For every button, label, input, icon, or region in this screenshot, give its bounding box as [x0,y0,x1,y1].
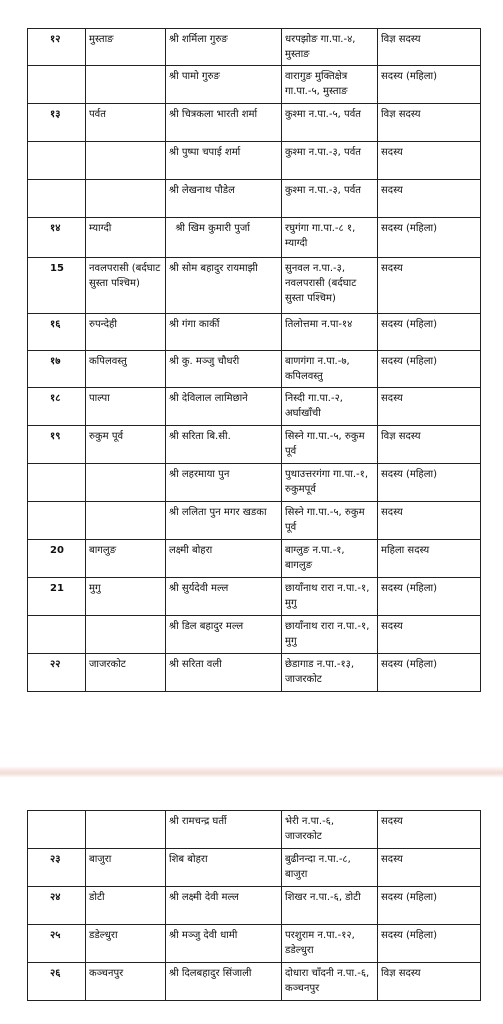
page-gap-shadow [0,766,503,778]
member-name-cell: श्री लक्ष्मी देवी मल्ल [166,887,282,925]
address-cell: भेरी न.पा.-६, जाजरकोट [282,811,378,849]
address-cell: कुश्मा न.पा.-३, पर्वत [282,180,378,218]
table-row [28,142,481,180]
position-cell: महिला सदस्य [378,540,481,578]
serial-number-cell [28,464,86,502]
member-name-cell: श्री ललिता पुन मगर खडका [166,502,282,540]
member-name-cell: श्री पामो गुरुङ [166,66,282,104]
member-name-cell: श्री लहरमाया पुन [166,464,282,502]
member-name-cell: श्री सोम बहादुर रायमाझी [166,258,282,314]
district-cell: बाजुरा [86,849,166,887]
serial-number-cell: २५ [28,925,86,963]
table-row [28,540,481,578]
serial-number-cell [28,180,86,218]
serial-number-cell [28,811,86,849]
serial-number-cell: २३ [28,849,86,887]
position-cell: सदस्य (महिला) [378,464,481,502]
members-table-1 [27,28,481,692]
serial-number-cell [28,502,86,540]
table-row [28,218,481,258]
member-name-cell: श्री देविलाल लामिछाने [166,388,282,426]
serial-number-cell: १४ [28,218,86,258]
district-cell: म्याग्दी [86,218,166,258]
position-cell: सदस्य (महिला) [378,578,481,616]
table-row [28,29,481,66]
table-row [28,388,481,426]
address-cell: दोधारा चाँदनी न.पा.-६, कञ्चनपुर [282,963,378,1001]
district-cell: कञ्चनपुर [86,963,166,1001]
position-cell: सदस्य [378,811,481,849]
address-cell: बाग्लुङ न.पा.-१, बागलुङ [282,540,378,578]
table-row [28,66,481,104]
position-cell: सदस्य [378,388,481,426]
address-cell: सिस्ने गा.पा.-५, रुकुम पूर्व [282,502,378,540]
table-row [28,963,481,1001]
address-cell: निस्दी गा.पा.-२, अर्घाखाँची [282,388,378,426]
serial-number-cell [28,66,86,104]
address-cell: छायाँनाथ रारा न.पा.-१, मुगु [282,578,378,616]
district-cell: जाजरकोट [86,654,166,692]
serial-number-cell: १२ [28,29,86,66]
position-cell: सदस्य (महिला) [378,654,481,692]
position-cell: सदस्य (महिला) [378,218,481,258]
district-cell: कपिलवस्तु [86,351,166,388]
address-cell: सुनवल न.पा.-३, नवलपरासी (बर्दघाट सुस्ता पश्चिम) [282,258,378,314]
table-row [28,925,481,963]
district-cell [86,66,166,104]
table-row [28,849,481,887]
member-name-cell: श्री मञ्जु देवी धामी [166,925,282,963]
position-cell: सदस्य (महिला) [378,925,481,963]
serial-number-cell: 15 [28,258,86,314]
position-cell: सदस्य (महिला) [378,66,481,104]
table-row [28,314,481,351]
table-row [28,104,481,142]
address-cell: छायाँनाथ रारा न.पा.-१, मुगु [282,616,378,654]
position-cell: सदस्य [378,502,481,540]
serial-number-cell: 21 [28,578,86,616]
address-cell: वारागुङ मुक्तिक्षेत्र गा.पा.-५, मुस्ताङ [282,66,378,104]
district-cell: बागलुङ [86,540,166,578]
table-row [28,180,481,218]
table-row [28,654,481,692]
position-cell: विज्ञ सदस्य [378,29,481,66]
position-cell: सदस्य (महिला) [378,887,481,925]
members-table-2 [27,810,481,1001]
position-cell: सदस्य (महिला) [378,314,481,351]
table-row [28,502,481,540]
member-name-cell: श्री चित्रकला भारती शर्मा [166,104,282,142]
district-cell: नवलपरासी (बर्दघाट सुस्ता पश्चिम) [86,258,166,314]
member-name-cell: श्री रामचन्द्र घर्ती [166,811,282,849]
district-cell [86,502,166,540]
table-row [28,887,481,925]
district-cell: पर्वत [86,104,166,142]
table-row [28,426,481,464]
serial-number-cell [28,142,86,180]
member-name-cell: श्री सरिता बि.सी. [166,426,282,464]
district-cell: रुकुम पूर्व [86,426,166,464]
address-cell: बाणगंगा न.पा.-७, कपिलवस्तु [282,351,378,388]
serial-number-cell: १७ [28,351,86,388]
district-cell [86,180,166,218]
document-page-2 [0,810,503,1024]
table-row [28,616,481,654]
district-cell [86,142,166,180]
page-separator [0,730,503,810]
position-cell: सदस्य [378,849,481,887]
member-name-cell: श्री लेखनाथ पौडेल [166,180,282,218]
serial-number-cell: १६ [28,314,86,351]
member-name-cell: श्री खिम कुमारी पुर्जा [166,218,282,258]
position-cell: सदस्य [378,616,481,654]
serial-number-cell: १९ [28,426,86,464]
member-name-cell: लक्ष्मी बोहरा [166,540,282,578]
serial-number-cell [28,616,86,654]
position-cell: विज्ञ सदस्य [378,104,481,142]
table-row [28,351,481,388]
serial-number-cell: २२ [28,654,86,692]
address-cell: शिखर न.पा.-६, डोटी [282,887,378,925]
table-row [28,578,481,616]
district-cell: पाल्पा [86,388,166,426]
table-row [28,464,481,502]
serial-number-cell: १३ [28,104,86,142]
position-cell: विज्ञ सदस्य [378,963,481,1001]
serial-number-cell: २६ [28,963,86,1001]
member-name-cell: शिब बोहरा [166,849,282,887]
address-cell: परशुराम न.पा.-१२, डडेल्धुरा [282,925,378,963]
address-cell: धरपझोङ गा.पा.-४, मुस्ताङ [282,29,378,66]
district-cell: डोटी [86,887,166,925]
member-name-cell: श्री कु. मञ्जु चौधरी [166,351,282,388]
member-name-cell: श्री सरिता वली [166,654,282,692]
position-cell: सदस्य [378,142,481,180]
member-name-cell: श्री डिल बहादुर मल्ल [166,616,282,654]
serial-number-cell: 20 [28,540,86,578]
district-cell: रुपन्देही [86,314,166,351]
serial-number-cell: २४ [28,887,86,925]
address-cell: तिलोत्तमा न.पा-१४ [282,314,378,351]
address-cell: पुथाउत्तरगंगा गा.पा.-१, रुकुमपूर्व [282,464,378,502]
position-cell: सदस्य [378,258,481,314]
position-cell: सदस्य (महिला) [378,351,481,388]
position-cell: विज्ञ सदस्य [378,426,481,464]
district-cell: मुस्ताङ [86,29,166,66]
address-cell: छेडागाड न.पा.-१३, जाजरकोट [282,654,378,692]
serial-number-cell: १८ [28,388,86,426]
address-cell: रघुगंगा गा.पा.-८ १, म्याग्दी [282,218,378,258]
district-cell: मुगु [86,578,166,616]
member-name-cell: श्री सुर्यदेवी मल्ल [166,578,282,616]
district-cell [86,616,166,654]
table-row [28,811,481,849]
member-name-cell: श्री शर्मिला गुरुङ [166,29,282,66]
district-cell [86,464,166,502]
table-row [28,258,481,314]
member-name-cell: श्री दिलबहादुर सिंजाली [166,963,282,1001]
address-cell: कुश्मा न.पा.-३, पर्वत [282,142,378,180]
address-cell: बुढीनन्दा न.पा.-८, बाजुरा [282,849,378,887]
member-name-cell: श्री गंगा कार्की [166,314,282,351]
member-name-cell: श्री पुष्पा चपाई शर्मा [166,142,282,180]
position-cell: सदस्य [378,180,481,218]
address-cell: सिस्ने गा.पा.-५, रुकुम पूर्व [282,426,378,464]
district-cell: डडेल्धुरा [86,925,166,963]
district-cell [86,811,166,849]
address-cell: कुश्मा न.पा.-५, पर्वत [282,104,378,142]
